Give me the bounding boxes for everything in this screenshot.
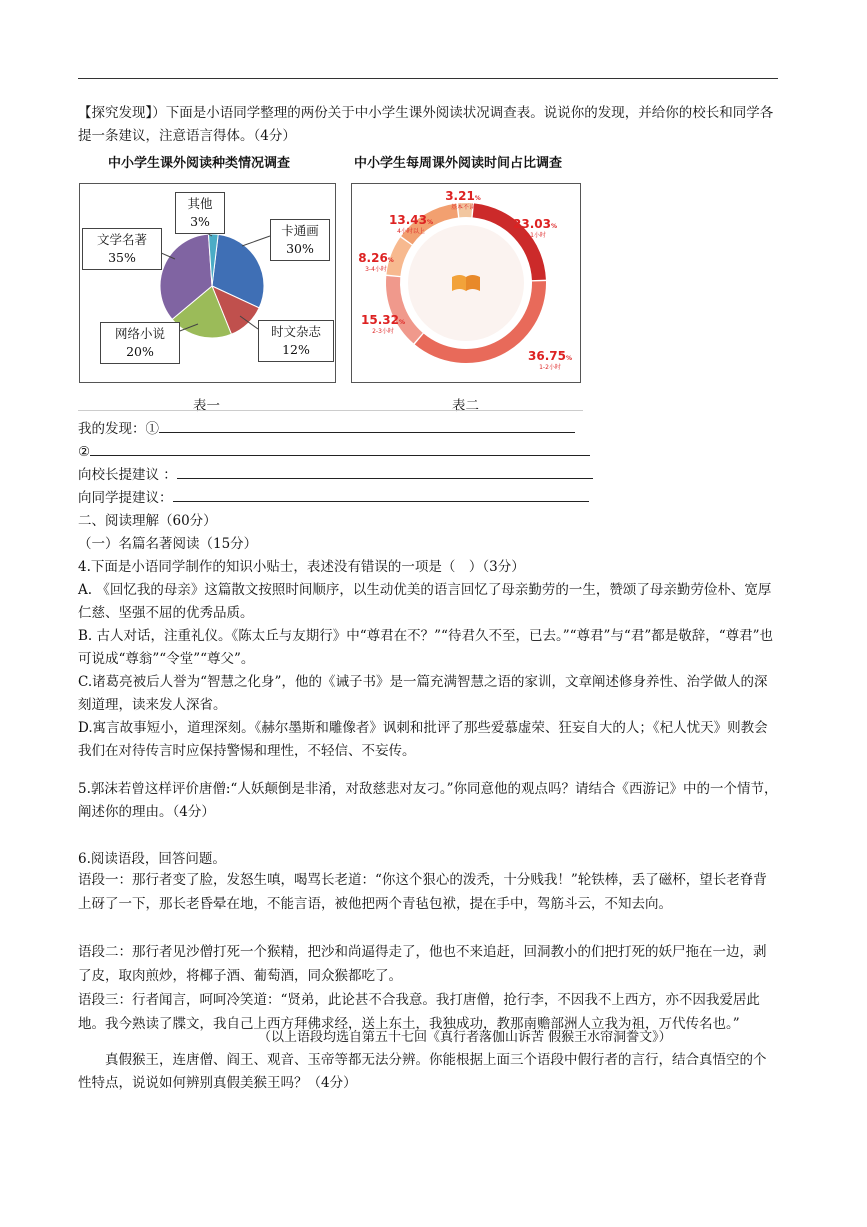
slice-label-classics-name: 文学名著 [96,232,147,247]
student-suggestion-line[interactable] [173,487,589,502]
principal-suggestion-line[interactable] [177,464,593,479]
slice-label-magazine-name: 时文杂志 [270,324,321,339]
q6-source: （以上语段均选自第五十七回《真行者落伽山诉苦 假猴王水帘洞誊文》） [258,1030,672,1045]
finding-answer-line-1[interactable] [159,418,575,433]
q4-option-b: B. 古人对话，注重礼仪。《陈太丘与友期行》中“尊君在不？”“待君久不至，已去。”“尊君”与“君”都是敬辞，“尊君”也可说成“尊翁”“令堂”“尊父”。 [78,628,774,667]
slice-label-cartoon [270,219,330,261]
chart2-title: 中小学生每周课外阅读时间占比调查 [354,156,563,171]
q4-option-c: C.诸葛亮被后人誉为“智慧之化身”，他的《诫子书》是一篇充满智慧之语的家训，文章阐述修身养性、治学做人的深刻道理，读来发人深省。 [78,674,768,713]
ring-label-4plus-name: 4小时以上 [397,228,425,235]
ring-label-1-2-unit: % [565,355,572,362]
slice-label-other-value: 3% [190,214,210,229]
finding-label-2: ② [78,444,91,460]
slice-label-other [175,192,225,234]
principal-suggestion-label: 向校长提建议 ： [78,467,177,483]
slice-label-cartoon-name: 卡通画 [281,223,319,238]
q6-stem: 6.阅读语段，回答问题。 [78,851,226,867]
q6-passage-1: 语段一：那行者变了脸，发怒生嗔，喝骂长老道：“你这个狠心的泼秃，十分贱我！”轮铁棒，丢了磁杯，望长老脊背上砑了一下，那长老昏晕在地，不能言语，被他把两个青毡包袱，提在手中，驾筋斗云，不知去向。 [78,872,767,912]
slice-label-cartoon-value: 30% [286,241,314,256]
header-rule [78,78,778,79]
ring-label-0-1-value: 23.03 [513,217,551,231]
ring-label-4plus [386,212,436,235]
q6-passage-2: 语段二：那行者见沙僧打死一个猴精，把沙和尚逼得走了，他也不来追赶，回洞教小的们把打死的妖尸拖在一边，剥了皮，取肉煎炒，将椰子酒、葡萄酒，同众猴都吃了。 [78,944,767,984]
chart1-caption: 表一 [193,398,220,414]
finding-row-2 [78,441,778,464]
chart-divider [78,410,583,411]
ring-label-0-1-name: 0-1小时 [524,232,546,239]
slice-label-webnovel-value: 20% [126,344,154,359]
q4-option-d: D.寓言故事短小，道理深刻。《赫尔墨斯和雕像者》讽刺和批评了那些爱慕虚荣、狂妄自大的人；《杞人忧天》则教会我们在对待传言时应保持警惕和理性，不轻信、不妄传。 [78,720,768,759]
slice-label-classics-value: 35% [108,250,136,265]
q6-passage-3: 语段三：行者闻言，呵呵冷笑道：“贤弟，此论甚不合我意。我打唐僧，抢行李，不因我不上西方，亦不因我爱居此地。我今熟读了牒文，我自己上西方拜佛求经，送上东土，我独成功，教那南赡部洲人立我为祖，万代传名也。” [78,992,760,1032]
ring-label-2-3 [358,312,408,335]
section-2-heading: 二、阅读理解（60分） [78,513,217,529]
finding-row-1 [78,418,778,441]
ring-label-0-1-unit: % [550,223,557,230]
q6-question: 真假猴王，连唐僧、阎王、观音、玉帝等都无法分辨。你能根据上面三个语段中假行者的言行，结合真悟空的个性特点，说说如何辨别真假美猴王吗？（4分） [78,1052,767,1091]
slice-label-other-name: 其他 [187,196,213,211]
ring-label-3-4-value: 8.26 [358,251,388,265]
ring-label-2-3-unit: % [398,319,405,326]
ring-label-1-2-name: 1-2小时 [539,364,561,371]
ring-label-2-3-name: 2-3小时 [372,328,394,335]
principal-suggestion-row [78,464,778,487]
subsection-1-heading: （一）名篇名著阅读（15分） [78,536,258,552]
slice-label-webnovel-name: 网络小说 [114,326,165,341]
chart2-caption: 表二 [452,398,479,414]
chart1-title: 中小学生课外阅读种类情况调查 [108,156,291,171]
chart2-box [351,183,581,383]
ring-label-1-2 [524,348,576,371]
finding-label-1: 我的发现：① [78,421,159,437]
q5-stem: 5.郭沫若曾这样评价唐僧:“人妖颠倒是非淆，对敌慈悲对友刁。”你同意他的观点吗？请结合《西游记》中的一个情节，阐述你的理由。（4分） [78,781,778,820]
student-suggestion-row [78,487,778,510]
ring-label-0-1 [510,216,560,239]
student-suggestion-label: 向同学提建议： [78,490,173,506]
ring-label-none [442,188,484,211]
q4-option-a: A. 《回忆我的母亲》这篇散文按照时间顺序，以生动优美的语言回忆了母亲勤劳的一生，赞颂了母亲勤劳俭朴、宽厚仁慈、坚强不屈的优秀品质。 [78,582,772,621]
book-icon [452,275,480,291]
q4-stem: 4.下面是小语同学制作的知识小贴士，表述没有错误的一项是（ ）（3分） [78,559,525,575]
slice-label-webnovel [100,322,180,364]
slice-label-magazine-value: 12% [282,342,310,357]
finding-answer-line-2[interactable] [90,441,590,456]
ring-label-none-unit: % [474,195,481,202]
slice-label-magazine [258,320,334,362]
chart1-box [79,183,336,383]
callout-leader-line [242,236,270,246]
intro-paragraph: 【探究发现】）下面是小语同学整理的两份关于中小学生课外阅读状况调查表。说说你的发现，并给你的校长和同学各提一条建议，注意语言得体。（4分） [78,105,774,144]
ring-label-2-3-value: 15.32 [361,313,399,327]
slice-label-classics [82,228,162,270]
ring-label-3-4-name: 3-4小时 [365,266,387,273]
ring-label-3-4-unit: % [387,257,394,264]
ring-label-4plus-unit: % [426,219,433,226]
ring-label-3-4 [354,250,398,273]
ring-label-1-2-value: 36.75 [528,349,566,363]
ring-label-4plus-value: 13.43 [389,213,427,227]
ring-label-none-name: 基本不读 [450,204,475,211]
ring-label-none-value: 3.21 [445,189,475,203]
